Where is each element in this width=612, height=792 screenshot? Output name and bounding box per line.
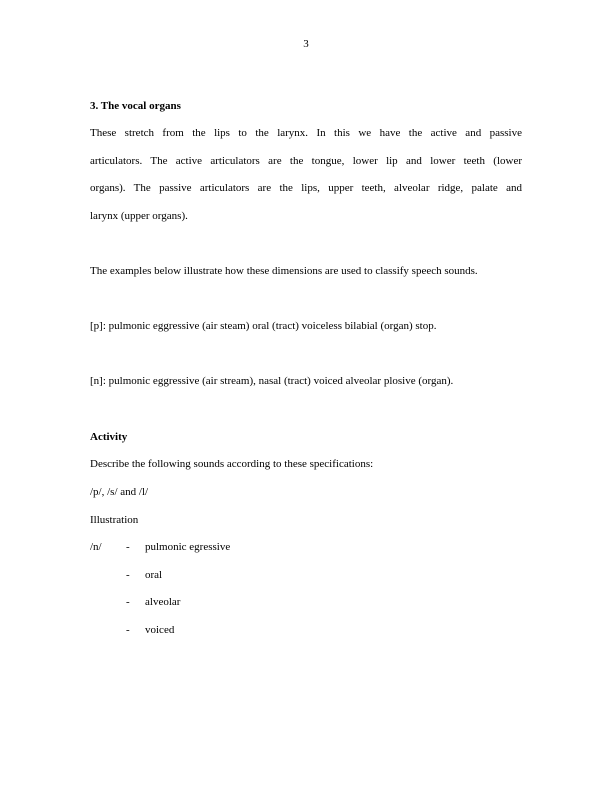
list-dash: - bbox=[126, 596, 130, 608]
feature-item: oral bbox=[145, 569, 163, 581]
paragraph-line-3: organs). The passive articulators are the lips, upper teeth, alveolar ridge, palate and bbox=[90, 182, 522, 194]
page-number: 3 bbox=[303, 38, 309, 50]
illustration-label: Illustration bbox=[90, 514, 139, 526]
example-p: [p]: pulmonic eggressive (air steam) oral (tract) voiceless bilabial (organ) stop. bbox=[90, 320, 437, 332]
list-dash: - bbox=[126, 624, 130, 636]
list-dash: - bbox=[126, 541, 130, 553]
illustration-symbol: /n/ bbox=[90, 541, 102, 553]
paragraph-line-1: These stretch from the lips to the larynx. In this we have the active and passive bbox=[90, 127, 522, 139]
feature-item: alveolar bbox=[145, 596, 181, 608]
activity-instruction: Describe the following sounds according to these specifications: bbox=[90, 458, 374, 470]
feature-item: pulmonic egressive bbox=[145, 541, 231, 553]
section-heading: 3. The vocal organs bbox=[90, 100, 181, 112]
list-dash: - bbox=[126, 569, 130, 581]
activity-heading: Activity bbox=[90, 431, 128, 443]
examples-intro: The examples below illustrate how these dimensions are used to classify speech sounds. bbox=[90, 265, 478, 277]
example-n: [n]: pulmonic eggressive (air stream), nasal (tract) voiced alveolar plosive (organ). bbox=[90, 375, 454, 387]
activity-sounds: /p/, /s/ and /l/ bbox=[90, 486, 149, 498]
paragraph-line-4: larynx (upper organs). bbox=[90, 210, 188, 222]
feature-item: voiced bbox=[145, 624, 175, 636]
paragraph-line-2: articulators. The active articulators are the tongue, lower lip and lower teeth (lower bbox=[90, 155, 522, 167]
